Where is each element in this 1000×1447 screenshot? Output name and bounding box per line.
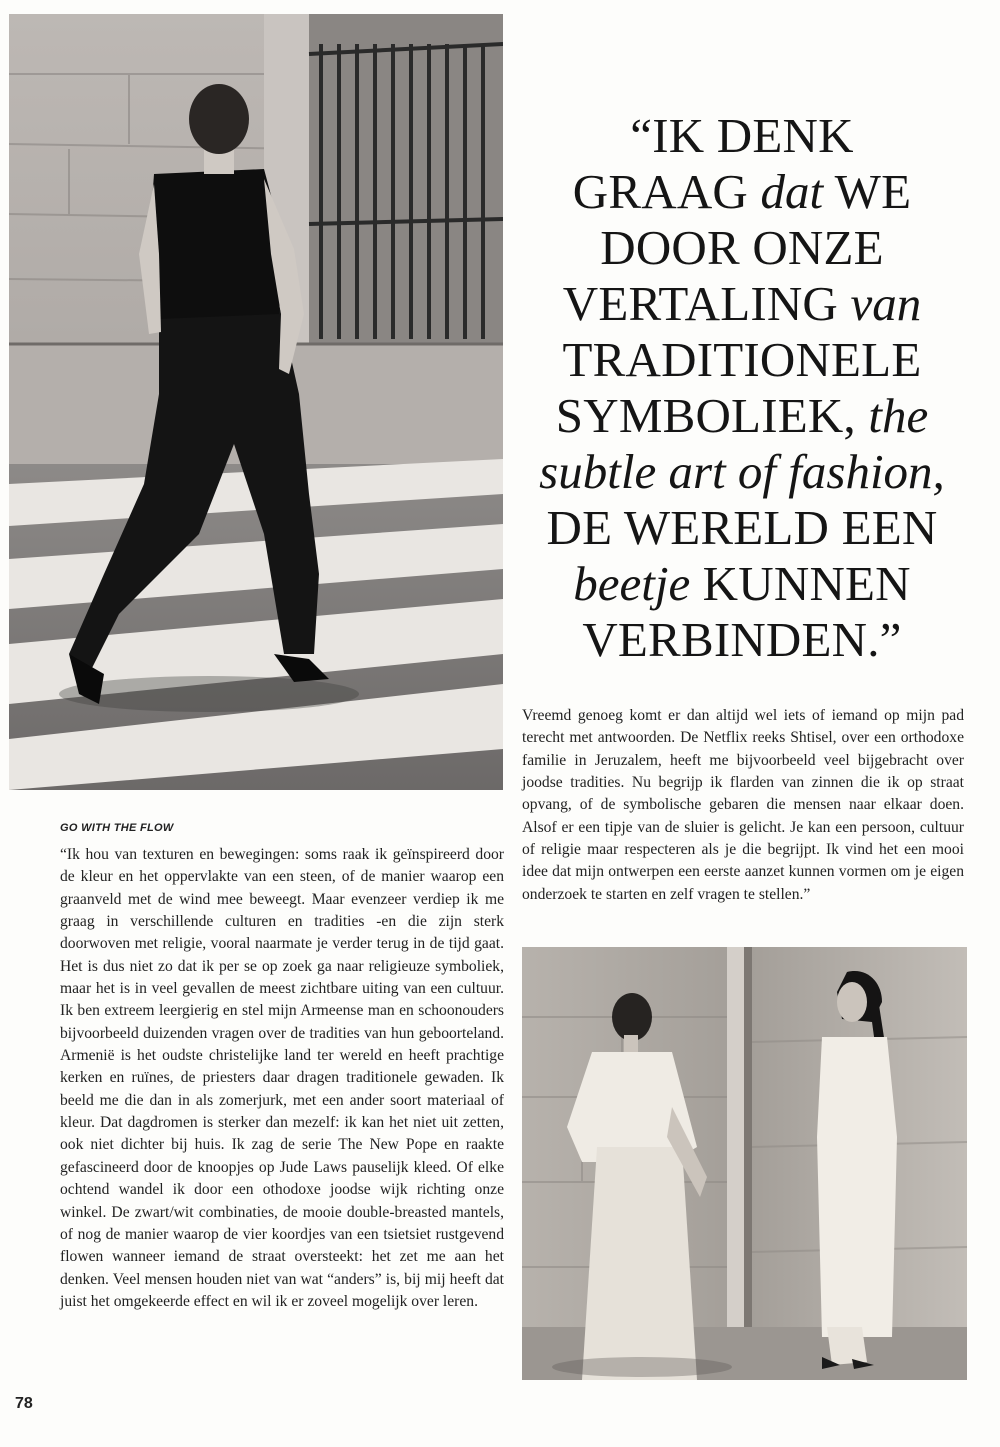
photo-woman-crossing-street — [9, 14, 503, 790]
pull-quote-line: VERBINDEN.” — [582, 612, 902, 667]
pull-quote-line: beetje KUNNEN — [573, 556, 911, 611]
article-text-left-column: “Ik hou van texturen en bewegingen: soms raak ik geïnspireerd door de kleur en het oppervlakte van een steen, of de manier waarop een graanveld met de wind mee beweegt. Maar evenzeer verdiep ik me graag in verschillende culturen en tradities -en die zijn sterk doorwoven met religie, vooral naarmate je verder terug in de tijd gaat. Het is dus niet zo dat ik per se op zoek ga naar religieuze symboliek, maar het is in veel gevallen de meest zichtbare uiting van een cultuur. Ik ben extreem leergierig en stel mijn Armeense man en schoonouders bijvoorbeeld duizenden vragen over de tradities van hun geboorteland. Armenië is het oudste christelijke land ter wereld en heeft prachtige kerken en ruïnes, de priesters daar dragen traditionele gewaden. Ik beeld me die dan in als zomerjurk, met een ander soort materiaal of kleur. Dat dagdromen is sterker dan mezelf: ik kan het niet uit zetten, ook niet dichter bij huis. Ik zag de serie The New Pope en raakte gefascineerd door de knoopjes op Jude Laws pauselijk kleed. Of elke ochtend wandel ik door een othodoxe joodse wijk richting onze winkel. De zwart/wit combinaties, de mooie double-breasted mantels, of nog de manier waarop de vier koordjes van een tsietsiet rustgevend flowen wanneer iemand de straat oversteekt: het zet me aan het denken. Veel mensen houden niet van wat “anders” is, bij mij heeft dat juist het omgekeerde effect en wil ik er zoveel mogelijk over leren. — [60, 846, 504, 1310]
article-text-right-column: Vreemd genoeg komt er dan altijd wel iets of iemand op mijn pad terecht met antwoorden. De Netflix reeks Shtisel, over een orthodoxe familie in Jeruzalem, heeft me bijvoorbeeld veel bijgebracht over joodse tradities. Nu begrijp ik flarden van zinnen die ik op straat opvang, of de symbolische gebaren die mensen naar elkaar doen. Alsof er een tipje van de sluier is gelicht. Je kan een persoon, cultuur of religie maar respecteren als je die begrijpt. Ik vind het een mooi idee dat mijn ontwerpen een eerste aanzet kunnen vormen om je eigen onderzoek te starten en zelf vragen te stellen.” — [522, 707, 964, 903]
pull-quote-line: “IK DENK — [630, 108, 854, 163]
pull-quote-line: SYMBOLIEK, the — [555, 388, 929, 443]
page-number: 78 — [15, 1395, 33, 1412]
pull-quote-line: DE WERELD EEN — [546, 500, 938, 555]
section-heading: GO WITH THE FLOW — [60, 822, 174, 834]
pull-quote-line: GRAAG dat WE — [572, 164, 912, 219]
pull-quote-line: VERTALING van — [562, 276, 922, 331]
photo-two-women-in-white — [522, 947, 967, 1380]
pull-quote — [522, 108, 962, 668]
pull-quote-line: TRADITIONELE — [562, 332, 922, 387]
pull-quote-line: subtle art of fashion, — [539, 444, 945, 499]
pull-quote-line: DOOR ONZE — [600, 220, 884, 275]
